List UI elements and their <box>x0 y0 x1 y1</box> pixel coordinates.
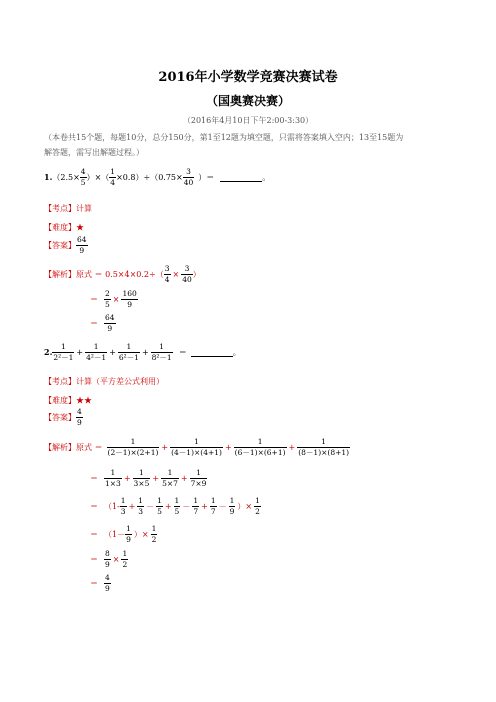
expr-text: + <box>161 442 169 452</box>
expr-text: ）×（ <box>86 172 110 182</box>
expr-text: ×0.8）÷（0.75× <box>116 172 183 182</box>
expr-text: ）＝ <box>198 172 215 182</box>
expr-text: ） <box>192 269 201 279</box>
expr-text: （1- <box>104 501 120 511</box>
fraction: $\frac{1}{3}$ <box>120 496 126 516</box>
fraction: $\frac{3}{4}$ <box>164 264 170 284</box>
fraction: $\frac{1}{2}$ <box>151 524 157 544</box>
instructions-line2: 解答题，需写出解题过程。） <box>44 148 144 157</box>
fraction: $\frac{1}{(6-1)\times(6+1)}$ <box>234 437 286 457</box>
fraction: $\frac{1}{3}$ <box>138 496 144 516</box>
fraction: $\frac{1}{(8-1)\times(8+1)}$ <box>298 437 350 457</box>
expr-text: + <box>76 347 84 357</box>
fraction: $\frac{1}{4}$ <box>110 167 116 187</box>
expr-text: 。 <box>232 347 241 357</box>
expr-text: × <box>112 554 120 564</box>
difficulty-label: 【难度】 <box>44 223 76 232</box>
answer-label: 【答案】 <box>44 412 76 422</box>
solution-line-3 <box>90 497 261 515</box>
expr-text: + <box>164 501 172 511</box>
expr-text: ＝ <box>178 347 187 357</box>
expr-text: + <box>288 442 296 452</box>
answer-label: 【答案】 <box>44 240 76 250</box>
expr-text: 原式 ＝ 0.5×4×0.2÷（ <box>76 269 164 279</box>
solution-line-6 <box>90 574 111 592</box>
fraction: $\frac{1}{7}$ <box>193 496 199 516</box>
fraction: $\frac{1}{7}$ <box>210 496 216 516</box>
fraction: $\frac{2}{5}$ <box>105 289 110 309</box>
topic-label: 【考点】 <box>44 204 76 213</box>
expr-text: ）× <box>237 501 253 511</box>
solution-line-1 <box>44 438 350 456</box>
fraction: $\frac{1}{9}$ <box>229 496 235 516</box>
question-2 <box>44 343 241 361</box>
fraction: $\frac{1}{\text{6²－1}}$ <box>118 342 139 362</box>
expr-text: × <box>172 269 180 279</box>
expr-text: （1－ <box>104 529 126 539</box>
star-icon: ★ <box>76 223 84 232</box>
solution-label: 【解析】 <box>44 269 76 279</box>
expr-text: － <box>218 501 227 511</box>
fraction: $\frac{160}{9}$ <box>122 289 137 309</box>
expr-text: ＝ <box>90 473 98 483</box>
fraction: $\frac{1}{1\times 3}$ <box>105 468 121 488</box>
page-title: 2016年小学数学竞赛决赛试卷 <box>158 70 338 85</box>
expr-text: + <box>141 347 149 357</box>
page-subtitle: （国奥赛决赛） <box>205 94 290 108</box>
difficulty-label: 【难度】 <box>44 396 76 405</box>
fraction: $\frac{8}{9}$ <box>105 549 110 569</box>
solution-line-2 <box>90 469 207 487</box>
expr-text: － <box>146 501 155 511</box>
expr-text: ＝ <box>90 294 98 304</box>
expr-text: ＝ <box>90 554 98 564</box>
expr-text: ＝ <box>90 318 98 328</box>
solution-label: 【解析】 <box>44 442 76 452</box>
expr-text: （2.5× <box>52 172 80 182</box>
expr-text: ＝ <box>90 529 98 539</box>
topic-line <box>44 376 164 387</box>
fraction: $\frac{1}{\text{2²－1}}$ <box>53 342 74 362</box>
difficulty-line <box>44 395 92 406</box>
solution-line-5 <box>90 550 128 568</box>
fraction: $\frac{1}{5}$ <box>174 496 180 516</box>
exam-date: （2016年4月10日下午2:00-3:30） <box>182 116 314 125</box>
answer-line <box>44 236 88 254</box>
solution-line-2 <box>90 290 138 308</box>
fraction: $\frac{1}{2}$ <box>255 496 260 516</box>
answer-blank[interactable] <box>220 172 262 182</box>
fraction: $\frac{1}{5\times 7}$ <box>162 468 178 488</box>
fraction: $\frac{4}{5}$ <box>80 167 86 187</box>
expr-text: ＝ <box>90 501 98 511</box>
fraction: $\frac{1}{5}$ <box>157 496 162 516</box>
expr-text: 。 <box>262 172 271 182</box>
expr-text: + <box>224 442 232 452</box>
answer-fraction: $\frac{64}{9}$ <box>77 235 87 255</box>
fraction: $\frac{64}{9}$ <box>105 313 115 333</box>
expr-text: ＝ <box>90 578 98 588</box>
answer-blank[interactable] <box>191 347 233 357</box>
fraction: $\frac{1}{\text{4²－1}}$ <box>86 342 107 362</box>
question-number: 2. <box>44 347 53 357</box>
expr-text: ）× <box>133 529 149 539</box>
expr-text: + <box>201 501 208 511</box>
topic-label: 【考点】 <box>44 377 76 386</box>
instructions-line1: （本卷共15个题，每题10分，总分150分，第1至12题为填空题，只需将答案填入空内；13至15题为 <box>44 133 404 142</box>
question-number: 1. <box>44 172 53 182</box>
expr-text: － <box>182 501 191 511</box>
answer-line <box>44 408 83 426</box>
expr-text: + <box>152 473 160 483</box>
fraction: $\frac{1}{7\times 9}$ <box>190 468 207 488</box>
fraction: $\frac{4}{9}$ <box>105 573 110 593</box>
solution-line-4 <box>90 525 157 543</box>
fraction: $\frac{1}{(4-1)\times(4+1)}$ <box>171 437 222 457</box>
expr-text: × <box>112 294 120 304</box>
fraction: $\frac{1}{3\times 5}$ <box>133 468 150 488</box>
fraction: $\frac{1}{(2-1)\times(2+1)}$ <box>107 437 159 457</box>
topic-value: 计算（平方差公式利用） <box>76 377 164 386</box>
fraction: $\frac{1}{\text{8²－1}}$ <box>151 342 172 362</box>
topic-value: 计算 <box>76 204 92 213</box>
expr-text: + <box>109 347 116 357</box>
question-1 <box>44 168 270 186</box>
difficulty-line <box>44 222 84 233</box>
expr-text: + <box>123 473 131 483</box>
expr-text: + <box>128 501 136 511</box>
fraction: $\frac{3}{40}$ <box>183 167 194 187</box>
fraction: $\frac{1}{2}$ <box>122 549 128 569</box>
solution-line-3 <box>90 314 116 332</box>
topic-line <box>44 203 92 214</box>
fraction: $\frac{3}{40}$ <box>182 264 192 284</box>
answer-fraction: $\frac{4}{9}$ <box>77 407 82 427</box>
expr-text: + <box>180 473 188 483</box>
solution-line-1 <box>44 265 201 283</box>
fraction: $\frac{1}{9}$ <box>126 524 131 544</box>
star-icon: ★★ <box>76 396 92 405</box>
expr-text: 原式 ＝ <box>76 442 103 452</box>
